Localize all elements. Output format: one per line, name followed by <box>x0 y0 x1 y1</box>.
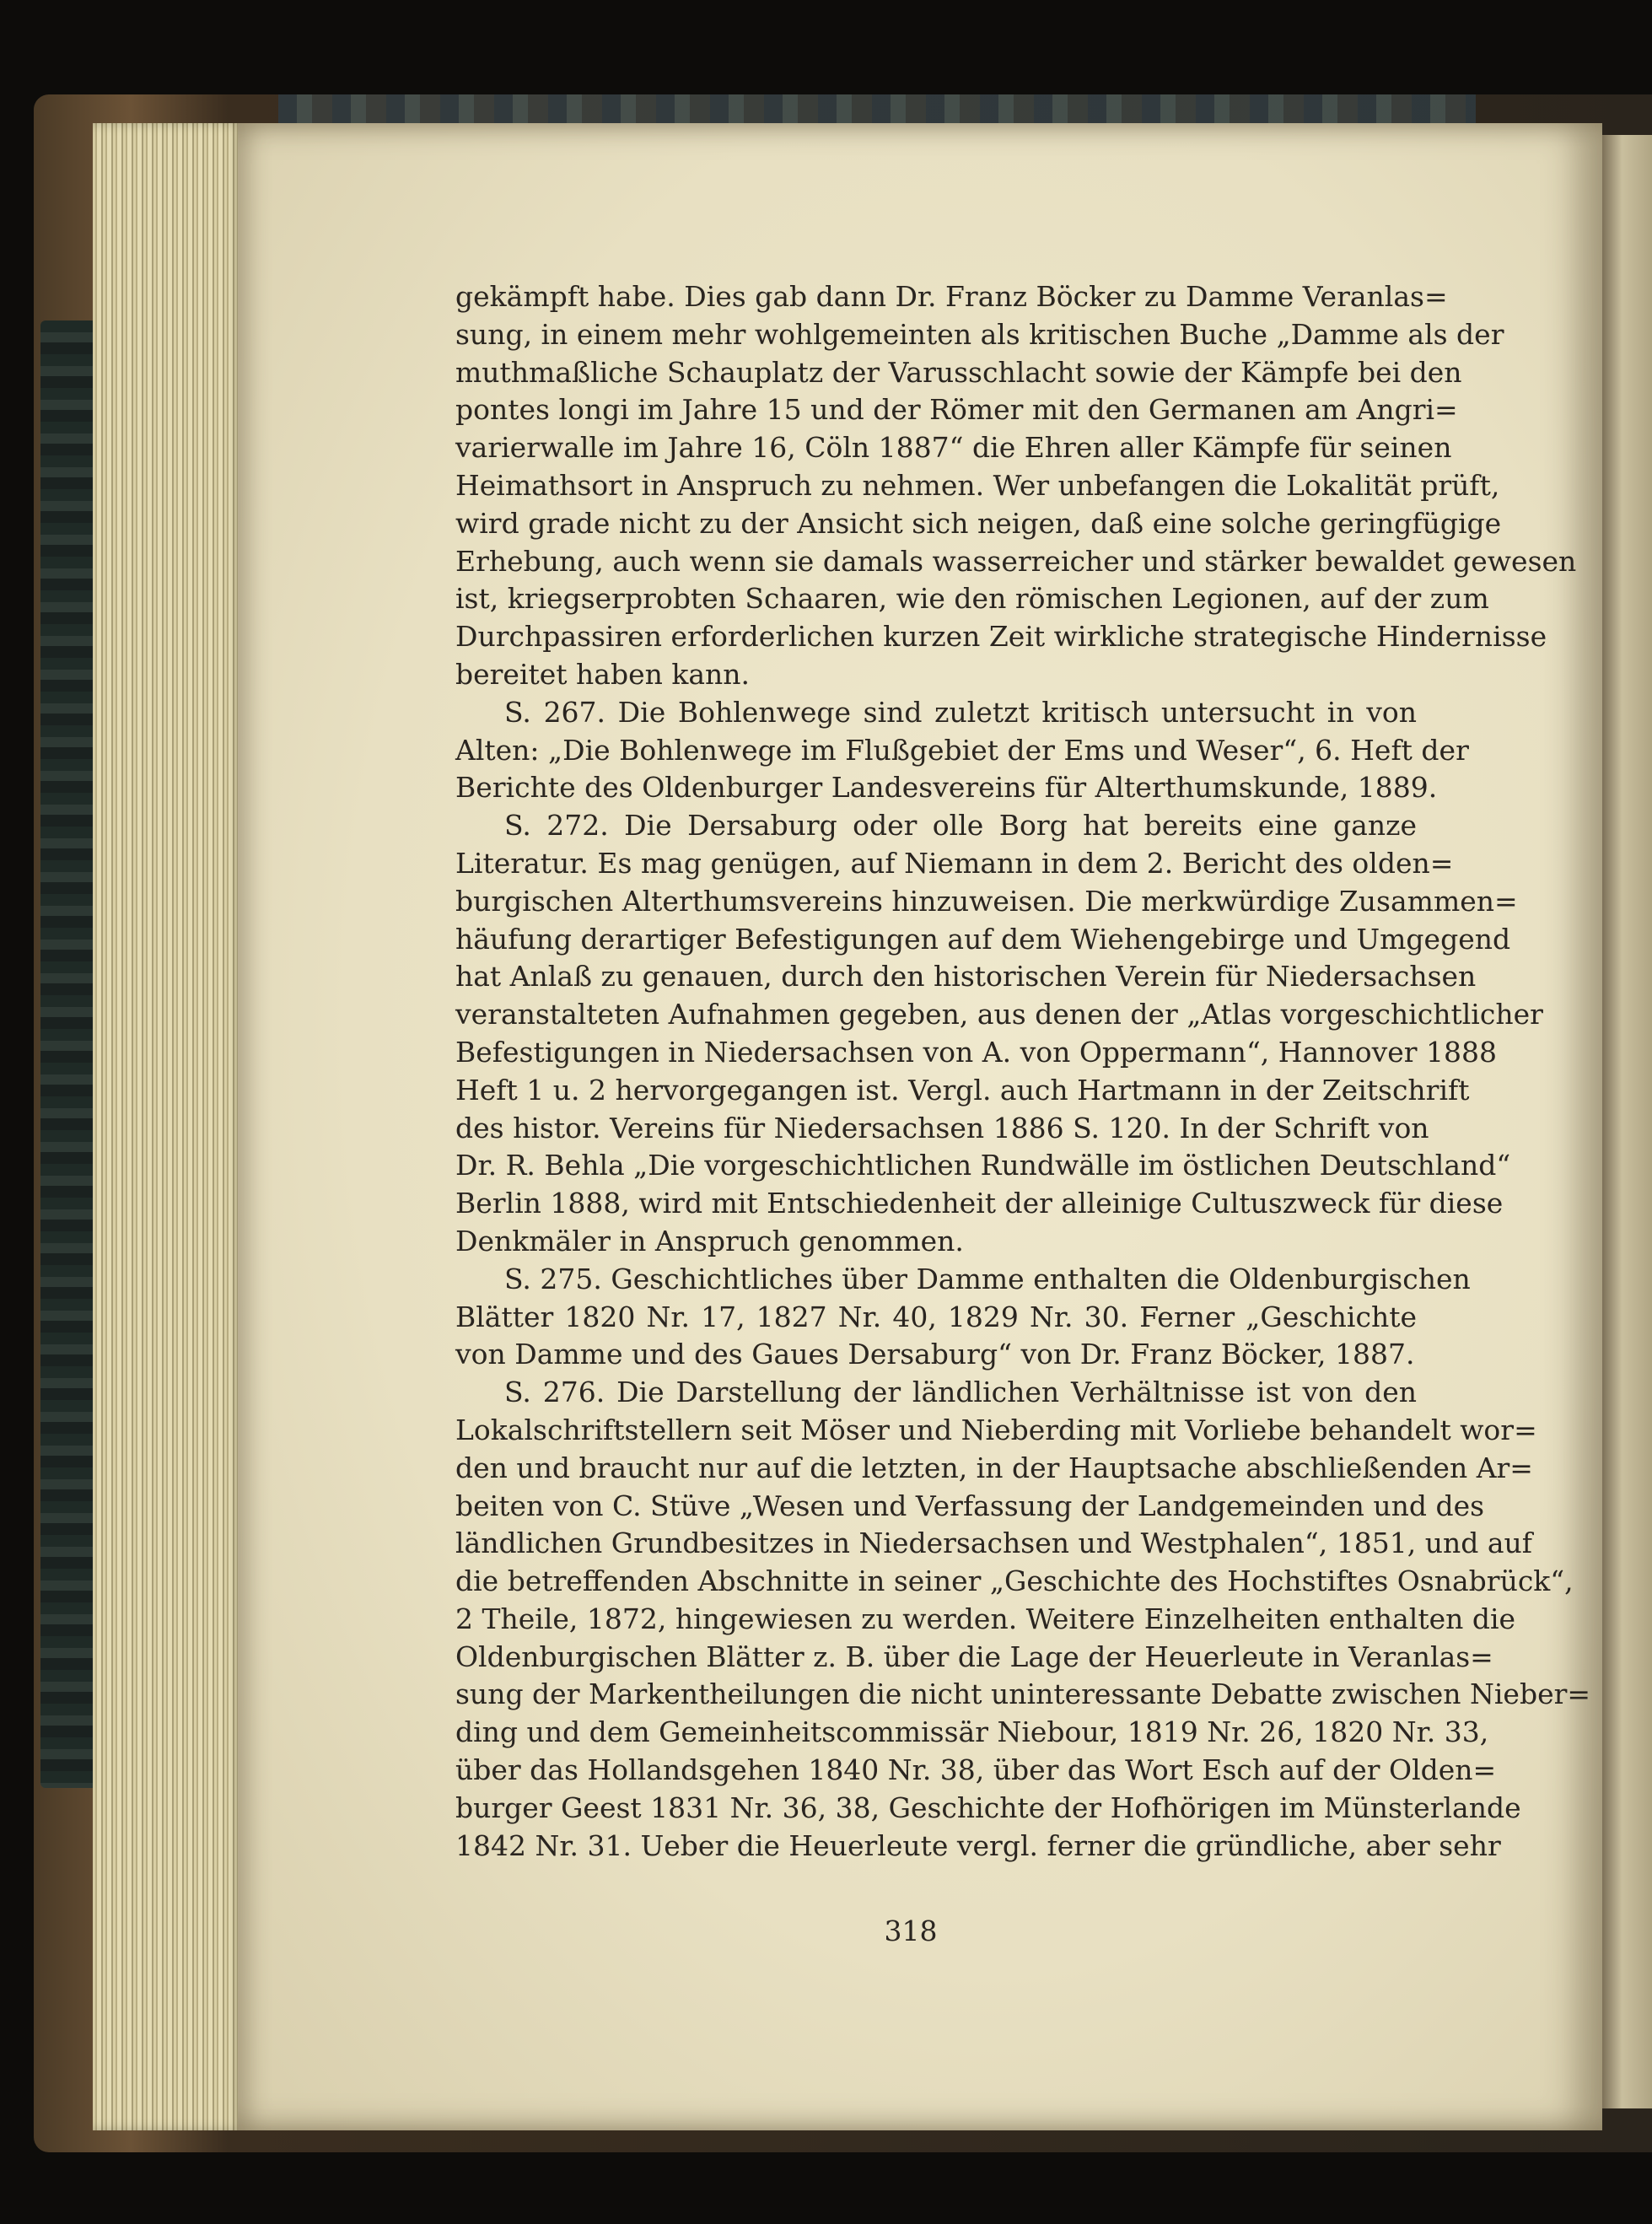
section-272-line: S. 272. Die Dersaburg oder olle Borg hat bereits eine ganze <box>504 809 1417 843</box>
text-line: burger Geest 1831 Nr. 36, 38, Geschichte der Hofhörigen im Münsterlande <box>455 1791 1521 1824</box>
text-line: ländlichen Grundbesitzes in Niedersachsen und Westphalen“, 1851, und auf <box>455 1527 1533 1560</box>
facing-page-edge <box>1602 135 1652 2108</box>
text-line: burgischen Alterthumsvereins hinzuweisen. Die merkwürdige Zusammen= <box>455 884 1518 918</box>
cover-edge <box>278 94 1476 123</box>
section-267-line: S. 267. Die Bohlenwege sind zuletzt kritisch untersucht in von <box>504 695 1417 729</box>
section-276-line: S. 276. Die Darstellung der ländlichen Verhältnisse ist von den <box>504 1376 1417 1409</box>
text-line: häufung derartiger Befestigungen auf dem Wiehengebirge und Umgegend <box>455 922 1511 956</box>
text-line: wird grade nicht zu der Ansicht sich neigen, daß eine solche geringfügige <box>455 506 1502 540</box>
text-line: Alten: „Die Bohlenwege im Flußgebiet der Ems und Weser“, 6. Heft der <box>455 733 1469 767</box>
text-line: von Damme und des Gaues Dersaburg“ von Dr. Franz Böcker, 1887. <box>455 1338 1415 1371</box>
text-line: sung, in einem mehr wohlgemeinten als kritischen Buche „Damme als der <box>455 317 1504 351</box>
text-line: des histor. Vereins für Niedersachsen 1886 S. 120. In der Schrift von <box>455 1111 1429 1144</box>
book-spine <box>40 320 100 1788</box>
text-line: Literatur. Es mag genügen, auf Niemann in dem 2. Bericht des olden= <box>455 846 1454 880</box>
section-275-line: S. 275. Geschichtliches über Damme enthalten die Oldenburgischen <box>504 1262 1471 1295</box>
text-line: Erhebung, auch wenn sie damals wasserreicher und stärker bewaldet gewesen <box>455 544 1577 578</box>
text-line: ist, kriegserprobten Schaaren, wie den römischen Legionen, auf der zum <box>455 582 1489 616</box>
text-line: Berichte des Oldenburger Landesvereins für Alterthumskunde, 1889. <box>455 771 1438 805</box>
text-line: sung der Markentheilungen die nicht uninteressante Debatte zwischen Nieber= <box>455 1677 1591 1711</box>
text-line: bereitet haben kann. <box>455 657 751 691</box>
text-line: Durchpassiren erforderlichen kurzen Zeit wirkliche strategische Hindernisse <box>455 620 1547 654</box>
text-line: Lokalschriftstellern seit Möser und Nieberding mit Vorliebe behandelt wor= <box>455 1413 1537 1446</box>
page-text <box>455 278 1591 1865</box>
page-number: 318 <box>884 1914 938 1947</box>
text-line: varierwalle im Jahre 16, Cöln 1887“ die Ehren aller Kämpfe für seinen <box>455 431 1452 465</box>
text-line: 2 Theile, 1872, hingewiesen zu werden. Weitere Einzelheiten enthalten die <box>455 1602 1516 1635</box>
text-line: pontes longi im Jahre 15 und der Römer mit den Germanen am Angri= <box>455 393 1458 427</box>
text-line: den und braucht nur auf die letzten, in der Hauptsache abschließenden Ar= <box>455 1451 1533 1484</box>
text-line: veranstalteten Aufnahmen gegeben, aus denen der „Atlas vorgeschichtlicher <box>455 998 1543 1031</box>
text-line: Dr. R. Behla „Die vorgeschichtlichen Rundwälle im östlichen Deutschland“ <box>455 1149 1511 1182</box>
text-line: die betreffenden Abschnitte in seiner „Geschichte des Hochstiftes Osnabrück“, <box>455 1564 1574 1598</box>
text-line: Blätter 1820 Nr. 17, 1827 Nr. 40, 1829 Nr. 30. Ferner „Geschichte <box>455 1300 1417 1333</box>
text-line: beiten von C. Stüve „Wesen und Verfassung der Landgemeinden und des <box>455 1489 1485 1522</box>
page-edges <box>93 123 245 2130</box>
text-line: Heft 1 u. 2 hervorgegangen ist. Vergl. auch Hartmann in der Zeitschrift <box>455 1073 1470 1107</box>
text-line: hat Anlaß zu genauen, durch den historischen Verein für Niedersachsen <box>455 960 1477 994</box>
text-line: Heimathsort in Anspruch zu nehmen. Wer unbefangen die Lokalität prüft, <box>455 468 1500 502</box>
text-line: Befestigungen in Niedersachsen von A. von Oppermann“, Hannover 1888 <box>455 1035 1498 1069</box>
text-line: ding und dem Gemeinheitscommissär Niebour, 1819 Nr. 26, 1820 Nr. 33, <box>455 1715 1489 1749</box>
text-line: gekämpft habe. Dies gab dann Dr. Franz Böcker zu Damme Veranlas= <box>455 280 1448 313</box>
text-line: Berlin 1888, wird mit Entschiedenheit der alleinige Cultuszweck für diese <box>455 1187 1504 1220</box>
text-line: Denkmäler in Anspruch genommen. <box>455 1224 964 1257</box>
text-line: muthmaßliche Schauplatz der Varusschlacht sowie der Kämpfe bei den <box>455 355 1462 389</box>
text-line: über das Hollandsgehen 1840 Nr. 38, über das Wort Esch auf der Olden= <box>455 1753 1497 1787</box>
text-line: Oldenburgischen Blätter z. B. über die Lage der Heuerleute in Veranlas= <box>455 1640 1493 1673</box>
text-line: 1842 Nr. 31. Ueber die Heuerleute vergl. ferner die gründliche, aber sehr <box>455 1828 1501 1862</box>
